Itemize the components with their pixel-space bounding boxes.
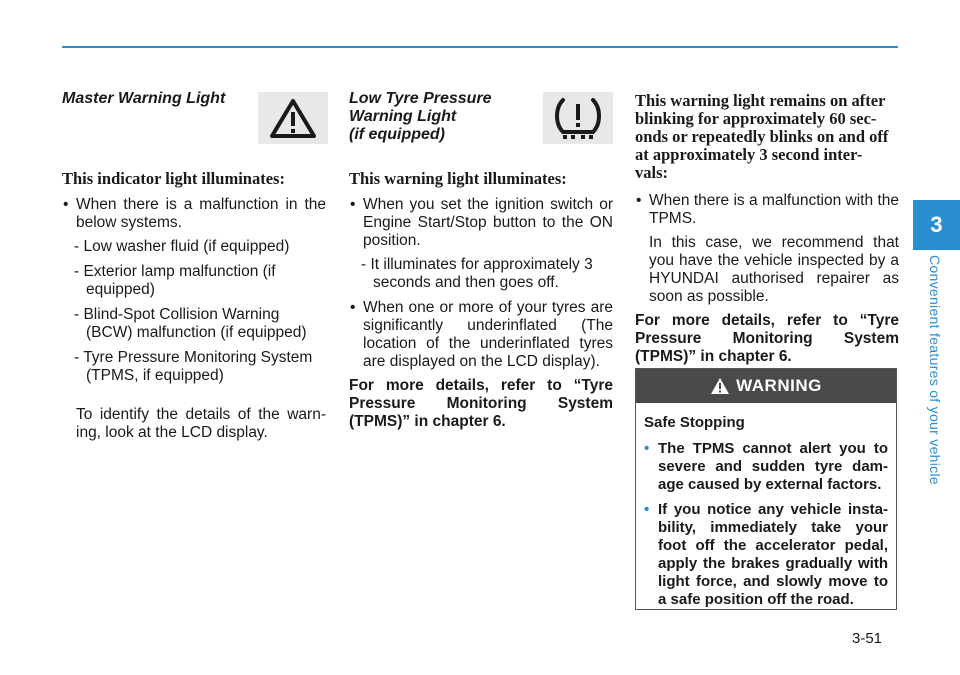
tpms-intro: This warning light illuminates: [349, 169, 567, 188]
warning-title: Safe Stopping [644, 414, 745, 431]
system-item-bcw: - Blind-Spot Collision Warning (BCW) malfunction (if equipped) [74, 306, 307, 341]
system-item-washer: - Low washer fluid (if equipped) [74, 238, 290, 255]
tpms-bullet-ignition: • When you set the ignition switch or Engine Start/Stop button to the ON position. [349, 196, 613, 250]
warning-triangle-icon [710, 377, 730, 395]
warning-triangle-icon [270, 98, 316, 138]
warning-header [636, 369, 896, 403]
warning-item-alert: • The TPMS cannot alert you to severe and sudden tyre dam- age caused by external factors. [644, 440, 888, 494]
tpms-title-line2: Warning Light [349, 108, 457, 125]
tpms-warning-section [349, 90, 613, 431]
top-rule [62, 46, 898, 48]
tyre-pressure-icon [551, 96, 605, 140]
chapter-number: 3 [930, 212, 943, 237]
system-item-tpms: - Tyre Pressure Monitoring System (TPMS, if equipped) [74, 349, 313, 384]
warning-label: WARNING [736, 376, 822, 395]
chapter-tab [913, 200, 960, 250]
warning-box [635, 368, 897, 610]
master-note: To identify the details of the warn- ing, look at the LCD display. [76, 406, 326, 441]
master-title: Master Warning Light [62, 90, 226, 107]
tpms-reference: For more details, refer to “Tyre Pressure Monitoring System (TPMS)” in chapter 6. [349, 377, 613, 430]
master-heading-row [62, 90, 326, 148]
tpms-malfunction-bullet: • When there is a malfunction with the TPMS. [635, 192, 899, 228]
tpms-title [349, 90, 524, 144]
inspection-advice: In this case, we recommend that you have the vehicle inspected by a HYUNDAI authorised repairer as soon as possible. [649, 234, 899, 305]
tpms-title-line1: Low Tyre Pressure [349, 90, 492, 107]
chapter-title: Convenient features of your vehicle [927, 255, 943, 485]
warning-item-instability: • If you notice any vehicle insta- bility, immediately take your foot off the accelerator pedal, apply the brakes gradually with light force, and slowly move to a safe position off the road. [644, 501, 888, 609]
master-icon-box [258, 92, 328, 144]
tpms-title-line3: (if equipped) [349, 126, 445, 143]
tpms-continued-section [635, 92, 899, 366]
system-item-exterior-lamp: - Exterior lamp malfunction (if equipped) [74, 263, 276, 298]
tpms-icon-box [543, 92, 613, 144]
warning-body [636, 403, 896, 609]
tpms-bullet-underinflated: • When one or more of your tyres are significantly underinflated (The location of the underinflated tyres are displayed on the LCD display). [349, 299, 613, 371]
master-bullet: • When there is a malfunction in the below systems. [62, 196, 326, 232]
master-warning-section [62, 90, 326, 448]
tpms-heading-row [349, 90, 613, 148]
master-intro: This indicator light illuminates: [62, 169, 285, 188]
blink-condition-heading: This warning light remains on after blinking for approximately 60 sec- onds or repeatedly blinks on and off at approximately 3 second inter- vals: [635, 91, 889, 182]
tpms-sub-duration: - It illuminates for approximately 3 seconds and then goes off. [361, 256, 593, 291]
col3-reference: For more details, refer to “Tyre Pressure Monitoring System (TPMS)” in chapter 6. [635, 312, 899, 365]
page-number: 3-51 [852, 630, 883, 647]
